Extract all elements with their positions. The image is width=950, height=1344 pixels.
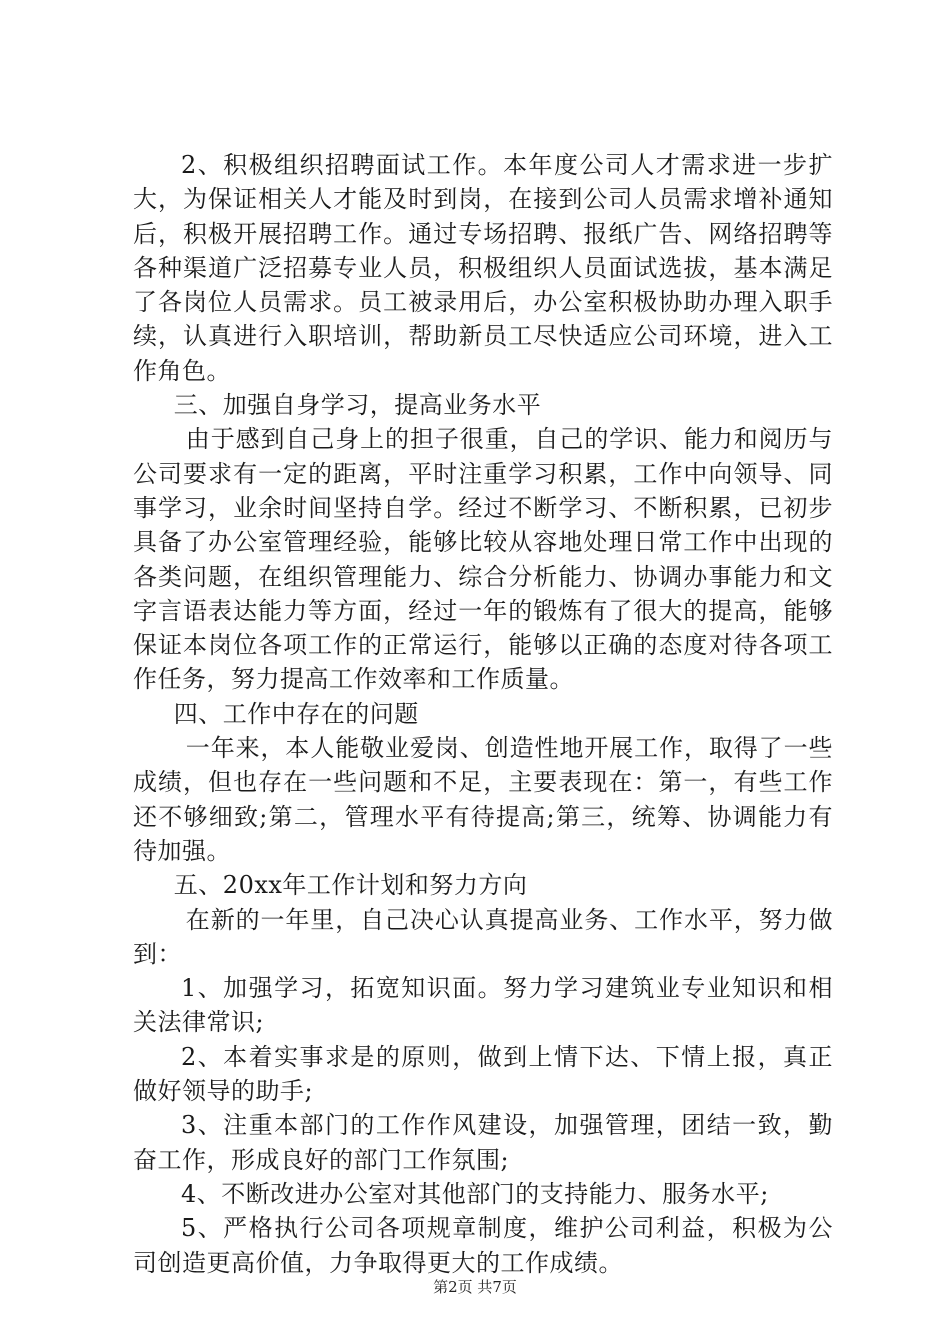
paragraph-plan-intro: 在新的一年里，自己决心认真提高业务、工作水平，努力做到： <box>133 905 833 968</box>
plan-item-1: 1、加强学习，拓宽知识面。努力学习建筑业专业知识和相关法律常识; <box>133 974 833 1037</box>
plan-item-4: 4、不断改进办公室对其他部门的支持能力、服务水平; <box>181 1179 769 1208</box>
paragraph-problems: 一年来，本人能敬业爱岗、创造性地开展工作，取得了一些成绩，但也存在一些问题和不足，主要表现在：第一，有些工作还不够细致;第二，管理水平有待提高;第三，统筹、协调能力有待加强。 <box>133 734 833 865</box>
section-heading-problems: 四、工作中存在的问题 <box>173 699 419 728</box>
page-number-footer: 第2页 共7页 <box>433 1278 517 1296</box>
document-body <box>133 148 833 1280</box>
section-heading-self-study: 三、加强自身学习，提高业务水平 <box>173 391 542 420</box>
plan-item-5: 5、严格执行公司各项规章制度，维护公司利益，积极为公司创造更高价值，力争取得更大的工作成绩。 <box>133 1214 833 1277</box>
plan-item-3: 3、注重本部门的工作作风建设，加强管理，团结一致，勤奋工作，形成良好的部门工作氛围; <box>133 1111 833 1174</box>
plan-item-2: 2、本着实事求是的原则，做到上情下达、下情上报，真正做好领导的助手; <box>133 1042 833 1106</box>
section-heading-plan: 五、20xx年工作计划和努力方向 <box>173 871 528 900</box>
paragraph-self-study: 由于感到自己身上的担子很重，自己的学识、能力和阅历与公司要求有一定的距离，平时注重学习积累，工作中向领导、同事学习，业余时间坚持自学。经过不断学习、不断积累，已初步具备了办公室管理经验，能够比较从容地处理日常工作中出现的各类问题，在组织管理能力、综合分析能力、协调办事能力和文字言语表达能力等方面，经过一年的锻炼有了很大的提高，能够保证本岗位各项工作的正常运行，能够以正确的态度对待各项工作任务，努力提高工作效率和工作质量。 <box>133 425 833 694</box>
paragraph-recruitment: 2、积极组织招聘面试工作。本年度公司人才需求进一步扩大，为保证相关人才能及时到岗，在接到公司人员需求增补通知后，积极开展招聘工作。通过专场招聘、报纸广告、网络招聘等各种渠道广泛招募专业人员，积极组织人员面试选拔，基本满足了各岗位人员需求。员工被录用后，办公室积极协助办理入职手续，认真进行入职培训，帮助新员工尽快适应公司环境，进入工作角色。 <box>133 151 833 385</box>
